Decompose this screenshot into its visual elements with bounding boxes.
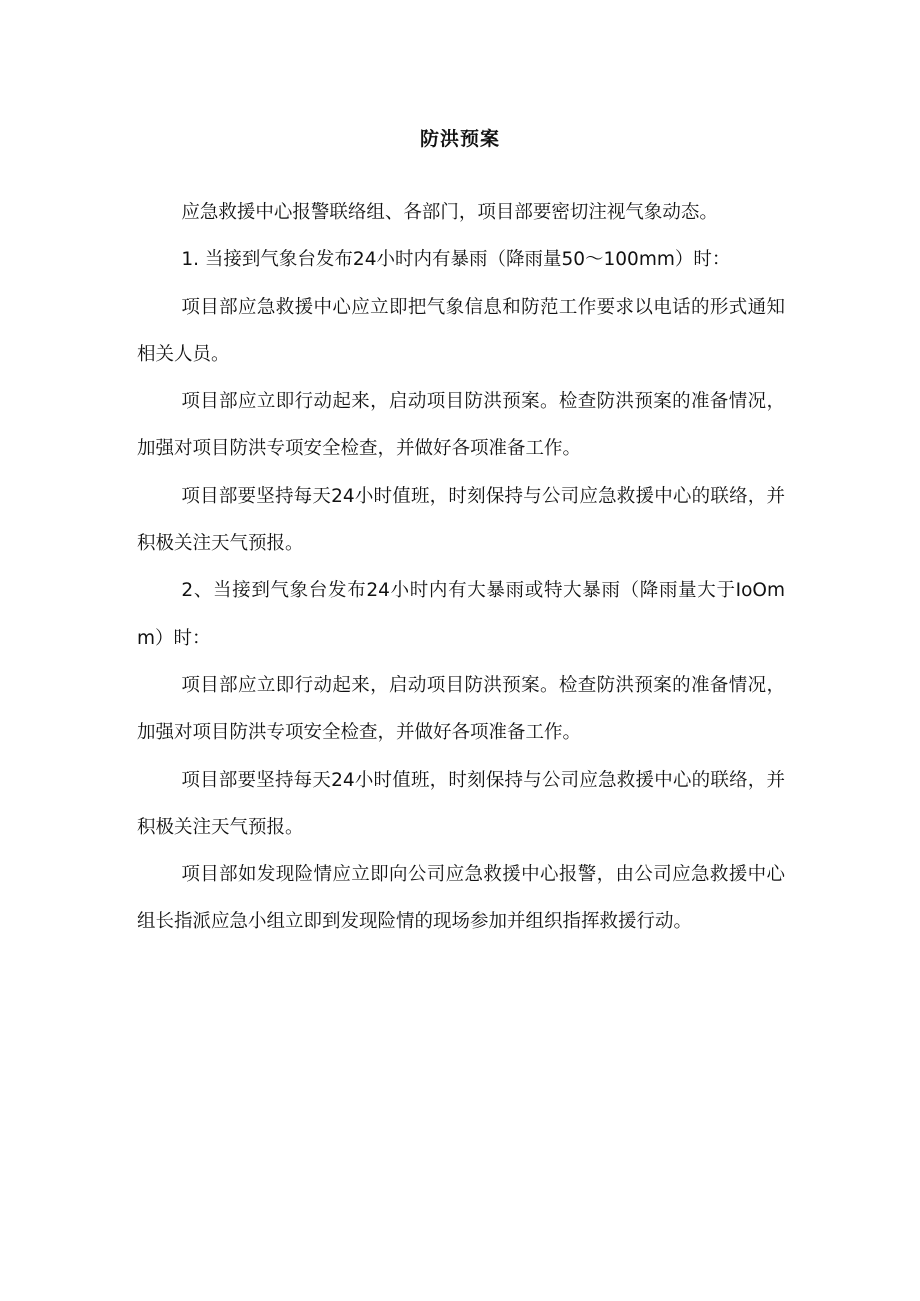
paragraph: 项目部应立即行动起来，启动项目防洪预案。检查防洪预案的准备情况，加强对项目防洪专项安全检查，并做好各项准备工作。 <box>137 391 785 460</box>
paragraph: 项目部应急救援中心应立即把气象信息和防范工作要求以电话的形式通知相关人员。 <box>137 296 785 365</box>
paragraph: 2、当接到气象台发布24小时内有大暴雨或特大暴雨（降雨量大于IoOmm）时： <box>137 580 785 649</box>
document-body <box>137 189 785 946</box>
paragraph: 1. 当接到气象台发布24小时内有暴雨（降雨量50～100mm）时： <box>181 249 731 271</box>
paragraph: 项目部要坚持每天24小时值班，时刻保持与公司应急救援中心的联络，并积极关注天气预报。 <box>137 485 785 555</box>
paragraph: 应急救援中心报警联络组、各部门，项目部要密切注视气象动态。 <box>181 202 718 223</box>
paragraph: 项目部如发现险情应立即向公司应急救援中心报警，由公司应急救援中心组长指派应急小组立即到发现险情的现场参加并组织指挥救援行动。 <box>137 864 785 933</box>
document-title: 防洪预案 <box>419 128 500 150</box>
paragraph: 项目部要坚持每天24小时值班，时刻保持与公司应急救援中心的联络，并积极关注天气预报。 <box>137 769 785 838</box>
paragraph: 项目部应立即行动起来，启动项目防洪预案。检查防洪预案的准备情况，加强对项目防洪专项安全检查，并做好各项准备工作。 <box>137 674 785 744</box>
